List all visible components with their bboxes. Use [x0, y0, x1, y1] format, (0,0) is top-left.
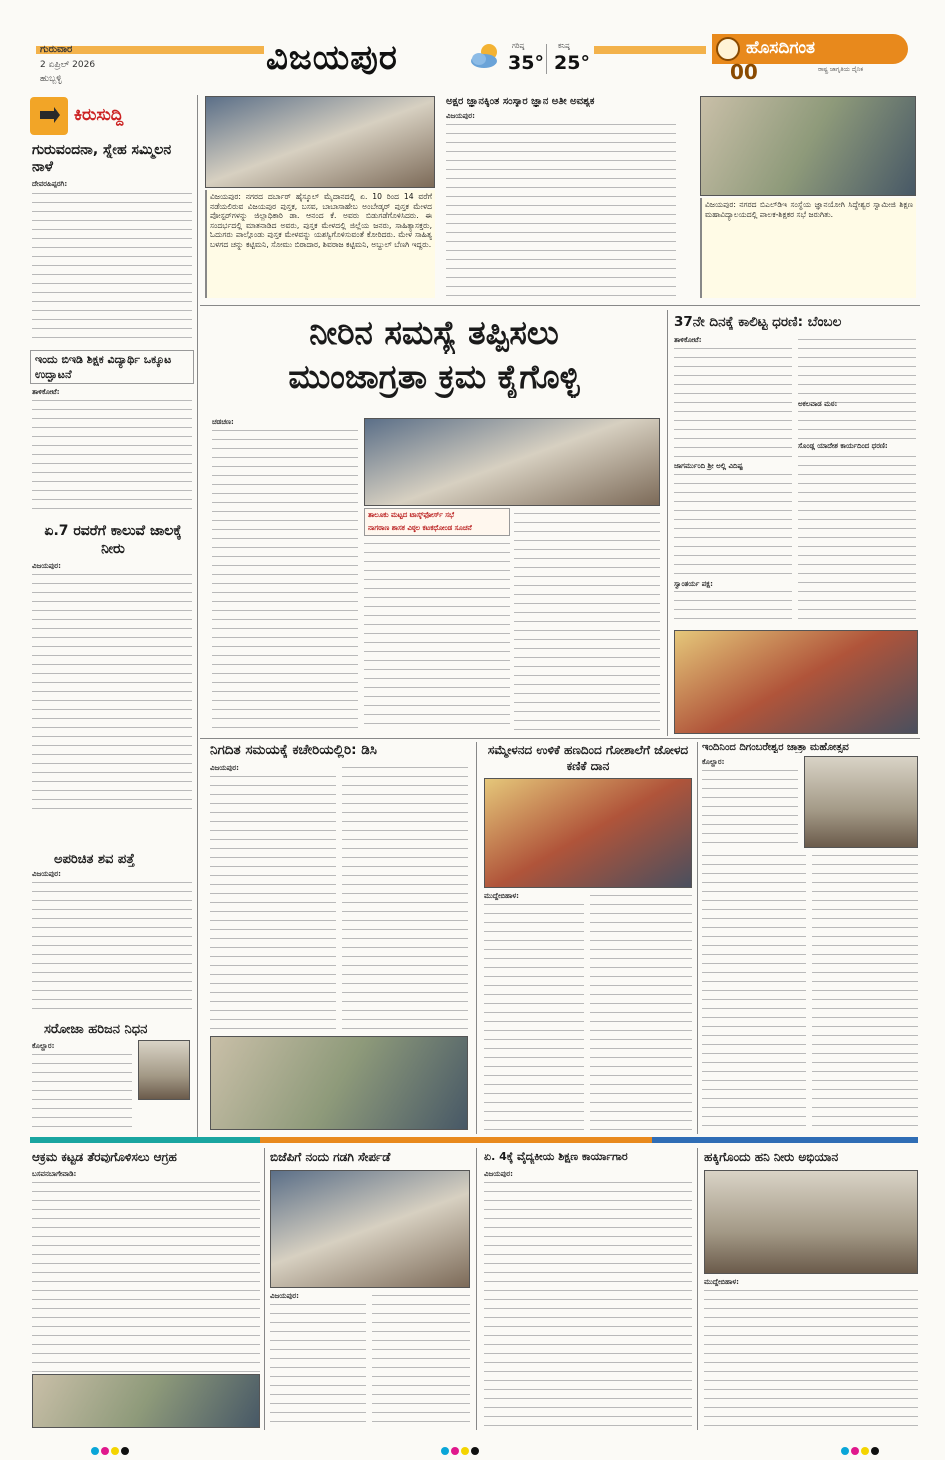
b3-dateline: ವಿಜಯಪುರ:	[484, 1170, 513, 1178]
paper-tagline: ರಾಷ್ಟ್ರ ಜಾಗೃತಿಯ ದೈನಿಕ	[818, 66, 864, 73]
cow-body-col2	[590, 892, 692, 1131]
lead-body-col2	[364, 540, 510, 732]
s3-dateline: ವಿಜಯಪುರ:	[32, 562, 61, 570]
akshara-body	[446, 121, 676, 301]
dharani-side-4: ಸ್ವಾಂತರ್ಯ ಪಕ್ಷ:	[674, 580, 792, 589]
kirusuddi-label: ಕಿರುಸುದ್ದಿ	[74, 105, 124, 125]
dharani-headline: 37ನೇ ದಿನಕ್ಕೆ ಕಾಲಿಟ್ಟ ಧರಣಿ: ಬೆಂಬಲ	[674, 314, 842, 330]
obituary-photo	[138, 1040, 190, 1100]
dc-dateline: ವಿಜಯಪುರ:	[210, 764, 239, 772]
s5-headline: ಸರೋಜಾ ಹರಿಜನ ನಿಧನ	[44, 1022, 148, 1037]
bottom-accent-bar	[30, 1137, 918, 1143]
lead-body-col1	[212, 427, 358, 732]
fair-headline: ಇಂದಿನಿಂದ ದಿಗಂಬರೇಶ್ವರ ಜಾತ್ರಾ ಮಹೋತ್ಸವ	[702, 742, 849, 753]
lead-subhead-1: ತಾಲೂಕು ಮಟ್ಟದ ಟಾಸ್ಕ್‌ಫೋರ್ಸ್ ಸಭೆ	[368, 511, 455, 519]
s3-body	[32, 571, 192, 815]
logo-emblem-icon	[716, 37, 740, 61]
page-number: 00	[730, 60, 758, 84]
fair-body-col1	[702, 852, 806, 1130]
book-fair-photo	[205, 96, 435, 188]
masthead-edition: ಹುಬ್ಬಳ್ಳಿ	[40, 74, 62, 84]
fair-body-intro	[702, 767, 798, 847]
min-temp: 25°	[554, 52, 590, 74]
s4-body	[32, 879, 192, 1015]
registration-dots-left	[90, 1440, 130, 1459]
fair-dateline: ಕೊಲ್ಹಾರ:	[702, 758, 725, 766]
s1-dateline: ದೇವರಹಿಪ್ಪರಗಿ:	[32, 180, 68, 188]
dharani-side-2: ಸೊಂಡ್ಲ ಯಾದೇಶ ಕಾರ್ಯದಿಂದ ಧರಣಿ:	[798, 442, 916, 451]
dc-office-photo	[210, 1036, 468, 1130]
min-temp-label: ಕನಿಷ್ಠ	[558, 42, 570, 50]
bottom-divider-3	[697, 1148, 698, 1430]
goshala-photo	[484, 778, 692, 888]
s2-dateline: ತಾಳಿಕೋಟೆ:	[32, 388, 60, 396]
top-row-rule	[200, 305, 920, 306]
s5-dateline: ಕೊಲ್ಹಾರ:	[32, 1042, 55, 1050]
task-force-photo	[364, 418, 660, 506]
s2-headline: ಇಂದು ಬಿಇಡಿ ಶಿಕ್ಷಕ ವಿದ್ಯಾರ್ಥಿ ಒಕ್ಕೂಟ ಉದ್ಘಾಟನೆ	[35, 353, 172, 381]
dharani-side-1: ಅಕಲವಾಡ ಮಠ:	[798, 400, 838, 408]
s1-body	[32, 190, 192, 346]
left-column-divider	[197, 95, 198, 1137]
dc-headline: ನಿಗದಿತ ಸಮಯಕ್ಕೆ ಕಚೇರಿಯಲ್ಲಿರಿ: ಡಿಸಿ	[210, 742, 377, 758]
registration-dots-right	[840, 1440, 880, 1459]
s2-body	[32, 397, 192, 517]
dharani-body-col2	[798, 336, 916, 625]
masthead	[0, 0, 945, 88]
b4-headline: ಹಕ್ಕಿಗೊಂದು ಹನಿ ನೀರು ಅಭಿಯಾನ	[704, 1150, 839, 1164]
mid-divider-1	[476, 742, 477, 1134]
b1-dateline: ಬಸವನಬಾಗೇವಾಡಿ:	[32, 1170, 77, 1178]
temp-divider	[546, 44, 547, 74]
cow-headline: ಸಮ್ಮೇಳನದ ಉಳಿಕೆ ಹಣದಿಂದ ಗೋಶಾಲೆಗೆ ಜೋಳದ ಕಣಿಕೆ ದಾನ	[487, 743, 689, 773]
s5-body	[32, 1051, 132, 1133]
lead-subhead-box	[364, 508, 510, 536]
lead-vertical-rule	[667, 310, 668, 736]
b2-body-col2	[372, 1292, 470, 1427]
b4-body	[704, 1287, 918, 1427]
dharani-side-3: ಜಾಗರ್ಮುಂದಿ ಶ್ರೀ ಅಲ್ಲಿ ವಿದಿಷ್ಟ	[674, 462, 792, 471]
b1-headline: ಆಕ್ರಮ ಕಟ್ಟಡ ತೆರವುಗೊಳಿಸಲು ಆಗ್ರಹ	[32, 1150, 177, 1164]
masthead-city: ವಿಜಯಪುರ	[266, 38, 398, 78]
max-temp: 35°	[508, 52, 544, 74]
dc-body-col1	[210, 773, 336, 1031]
bjp-joining-photo	[270, 1170, 470, 1288]
s2-headline-box	[30, 350, 194, 384]
dc-body-col2	[342, 764, 468, 1031]
registration-dots-center	[440, 1440, 480, 1459]
dharani-dateline: ತಾಳಿಕೋಟೆ:	[674, 336, 702, 344]
cow-body-col1	[484, 901, 584, 1131]
cow-dateline: ಮುದ್ದೇಬಿಹಾಳ:	[484, 892, 519, 900]
s4-dateline: ವಿಜಯಪುರ:	[32, 870, 61, 878]
b2-body-col1	[270, 1301, 366, 1427]
s1-headline: ಗುರುವಂದನಾ, ಸ್ನೇಹ ಸಮ್ಮಿಲನ ನಾಳೆ	[32, 142, 172, 175]
protest-photo	[674, 630, 918, 734]
b1-photo	[32, 1374, 260, 1428]
bottom-divider-1	[264, 1148, 265, 1430]
mid-divider-2	[697, 742, 698, 1134]
paper-name: ಹೊಸದಿಗಂತ	[746, 38, 816, 58]
temple-photo	[804, 756, 918, 848]
bird-water-photo	[704, 1170, 918, 1274]
b1-body	[32, 1179, 260, 1389]
s4-headline: ಅಪರಿಚಿತ ಶವ ಪತ್ತೆ	[54, 852, 135, 867]
akshara-headline: ಅಕ್ಷರ ಜ್ಞಾನಕ್ಕಿಂತ ಸಂಸ್ಕಾರ ಜ್ಞಾನ ಅತೀ ಅವಶ್ಯಕ	[446, 96, 595, 107]
lead-body-col3	[514, 510, 660, 732]
lead-headline-1: ನೀರಿನ ಸಮಸ್ಯೆ ತಪ್ಪಿಸಲು	[309, 313, 559, 352]
masthead-date: 2 ಏಪ್ರಿಲ್ 2026	[40, 60, 96, 70]
fair-body-col2	[812, 852, 918, 1130]
bottom-divider-2	[476, 1148, 477, 1430]
b2-headline: ಬಿಜೆಪಿಗೆ ನಂದು ಗಡಗಿ ಸೇರ್ಪಡೆ	[270, 1150, 391, 1164]
akshara-dateline: ವಿಜಯಪುರ:	[446, 112, 475, 120]
b2-dateline: ವಿಜಯಪುರ:	[270, 1292, 299, 1300]
pointing-hand-icon	[30, 97, 68, 135]
mid-row-rule	[200, 738, 920, 739]
b3-headline: ಏ. 4ಕ್ಕೆ ವೈದ್ಯಕೀಯ ಶಿಕ್ಷಣ ಕಾರ್ಯಾಗಾರ	[484, 1150, 628, 1163]
lead-subhead-2: ನಾಗಠಾಣ ಶಾಸಕ ವಿಠ್ಠಲ ಕಟಕಧೋಂಡ ಸೂಚನೆ	[368, 524, 472, 532]
kirusuddi-banner	[30, 97, 192, 135]
masthead-day: ಗುರುವಾರ	[40, 44, 73, 55]
weather-icon	[468, 40, 504, 70]
s3-headline: ಏ.7 ರವರೆಗೆ ಕಾಲುವೆ ಜಾಲಕ್ಕೆ ನೀರು	[44, 523, 182, 557]
max-temp-label: ಗರಿಷ್ಠ	[512, 42, 525, 50]
pta-meeting-photo	[700, 96, 916, 196]
pta-caption: ವಿಜಯಪುರ: ನಗರದ ಬಿಎಲ್‌ಡಿಇ ಸಂಸ್ಥೆಯ ಜ್ಞಾನಯೋಗಿ ಸಿದ್ಧೇಶ್ವರ ಸ್ವಾಮೀಜಿ ಶಿಕ್ಷಣ ಮಹಾವಿದ್ಯಾಲಯದಲ್ಲಿ ಪಾಲಕ-ಶಿಕ್ಷಕರ ಸಭೆ ಜರುಗಿತು.	[700, 198, 916, 298]
book-fair-caption: ವಿಜಯಪುರ: ನಗರದ ದರ್ಬಾರ್ ಹೈಸ್ಕೂಲ್ ಮೈದಾನದಲ್ಲಿ ಏ. 10 ರಿಂದ 14 ವರೆಗೆ ನಡೆಯಲಿರುವ ವಿಜಯಪುರ ಪುಸ್ತಕ, ಬಸವ, ಬಾಬಾಸಾಹೇಬ ಅಂಬೇಡ್ಕರ್ ಪುಸ್ತಕ ಮೇಳದ ಪೋಸ್ಟರ್‌ಗಳನ್ನು ಜಿಲ್ಲಾಧಿಕಾರಿ ಡಾ. ಆನಂದ ಕೆ. ಅವರು ಬಿಡುಗಡೆಗೊಳಿಸಿದರು. ಈ ಸಂದರ್ಭದಲ್ಲಿ ಮಾತನಾಡಿದ ಅವರು, ಪುಸ್ತಕ ಮೇಳದಲ್ಲಿ ಜಿಲ್ಲೆಯ ಜನರು, ಸಾಹಿತ್ಯಾಸಕ್ತರು, ಓದುಗರು ಪಾಲ್ಗೊಂಡು ಪುಸ್ತಕ ಮೇಳವನ್ನು ಯಶಸ್ವಿಗೊಳಿಸುವಂತೆ ಕೋರಿದರು. ಮೇಳ ಸಾಹಿತ್ಯ ಬಳಗದ ಚನ್ನು ಕಟ್ಟಿಮನಿ, ಸೋಮು ಬಿರಾದಾರ, ಶಿವರಾಜ ಕಟ್ಟಿಮನಿ, ಅಬ್ದುಲ್ ಬೆಣಗಿ ಇದ್ದರು.	[205, 190, 435, 298]
lead-dateline: ಚಡಚಣ:	[212, 418, 234, 426]
masthead-right-bar	[594, 46, 706, 54]
b4-dateline: ಮುದ್ದೇಬಿಹಾಳ:	[704, 1278, 739, 1286]
lead-headline-2: ಮುಂಜಾಗ್ರತಾ ಕ್ರಮ ಕೈಗೊಳ್ಳಿ	[288, 357, 580, 396]
b3-body	[484, 1179, 692, 1427]
